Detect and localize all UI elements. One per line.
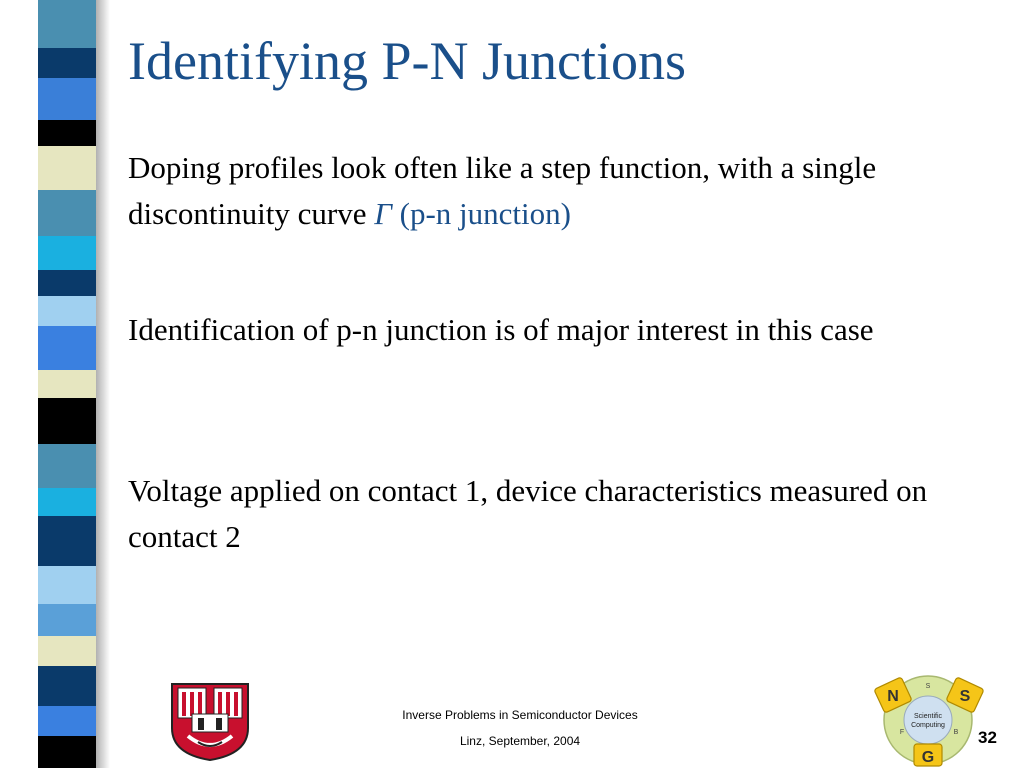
- stripe-block: [38, 146, 96, 190]
- stripe-block: [38, 326, 96, 370]
- paragraph-text: Doping profiles look often like a step function, with a single discontinuity curve: [128, 150, 877, 231]
- logo-letter-s: S: [959, 688, 971, 705]
- stripe-block: [38, 666, 96, 706]
- logo-small-s: S: [925, 683, 931, 690]
- page-number: 32: [978, 728, 997, 747]
- stripe-block: [38, 516, 96, 566]
- stripe-block: [38, 604, 96, 636]
- footer-subtitle: Linz, September, 2004: [459, 734, 581, 748]
- stripe-block: [38, 636, 96, 666]
- paragraph-identification: Identification of p-n junction is of major interest in this case: [128, 312, 874, 347]
- logo-small-f: F: [899, 729, 905, 736]
- stripe-block: [38, 48, 96, 78]
- stripe-block: [38, 270, 96, 296]
- pn-junction-label: (p-n junction): [399, 196, 571, 231]
- stripe-block: [38, 78, 96, 120]
- stripe-block: [38, 236, 96, 270]
- university-crest-logo: [168, 680, 252, 762]
- logo-center-line2: Computing: [911, 722, 945, 729]
- stripe-block: [38, 370, 96, 398]
- stripe-block: [38, 566, 96, 604]
- stripe-block: [38, 488, 96, 516]
- gamma-symbol: Γ: [374, 196, 392, 231]
- logo-letter-g: G: [921, 749, 935, 766]
- slide-title: Identifying P-N Junctions: [128, 31, 686, 91]
- stripe-block: [38, 444, 96, 488]
- paragraph-voltage: Voltage applied on contact 1, device characteristics measured on contact 2: [128, 473, 928, 554]
- stripe-block: [38, 736, 96, 768]
- logo-letter-n: N: [887, 688, 899, 705]
- decorative-stripe-bar: [0, 0, 110, 768]
- logo-small-b: B: [953, 729, 959, 736]
- stripe-block: [38, 706, 96, 736]
- footer-title: Inverse Problems in Semiconductor Devices: [402, 708, 638, 722]
- stripe-block: [38, 120, 96, 146]
- stripe-block: [38, 398, 96, 444]
- stripe-block: [38, 296, 96, 326]
- stripe-block: [38, 0, 96, 48]
- paragraph-doping-profiles: [128, 145, 1008, 237]
- stripe-block: [38, 190, 96, 236]
- logo-center-line1: Scientific: [913, 713, 943, 720]
- scientific-computing-logo: [872, 668, 984, 768]
